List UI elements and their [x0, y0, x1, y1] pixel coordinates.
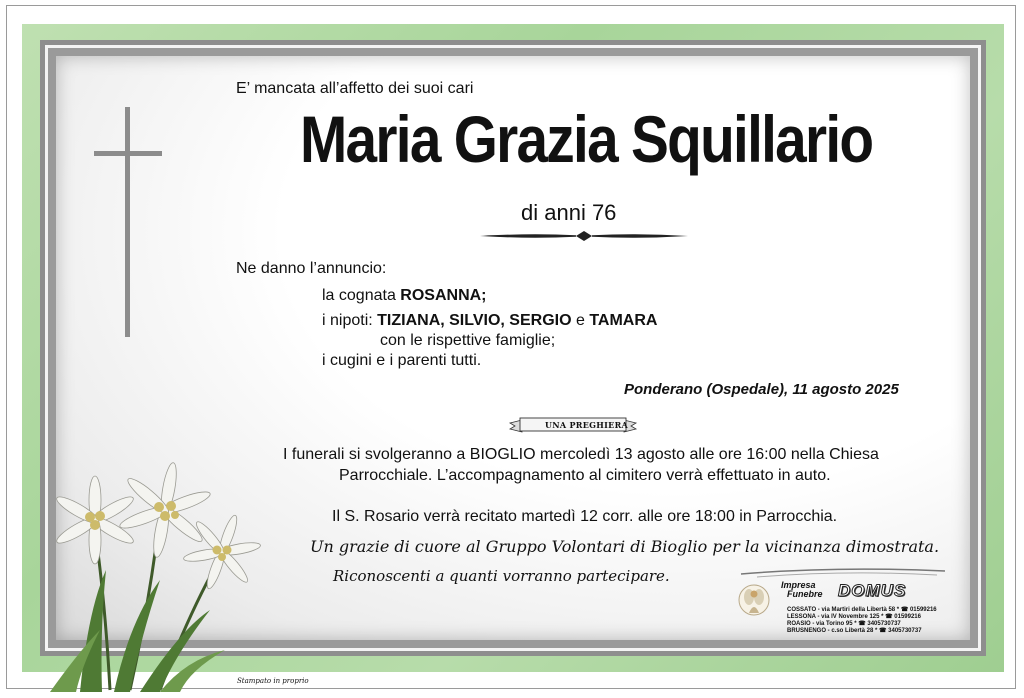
- funeral-home-label-line2: Funebre: [787, 589, 823, 600]
- family-relation: i nipoti:: [322, 312, 378, 329]
- gratitude-text: Riconoscenti a quanti vorranno partecipare.: [333, 567, 670, 585]
- family-conjunction: e: [571, 312, 590, 329]
- rosary-info: Il S. Rosario verrà recitato martedì 12 corr. alle ore 18:00 in Parrocchia.: [332, 508, 838, 525]
- family-name: ROSANNA;: [400, 287, 487, 304]
- deceased-age: di anni 76: [521, 200, 617, 225]
- logo-swoosh-icon: [737, 566, 947, 582]
- deceased-name: Maria Grazia Squillario: [300, 102, 873, 176]
- funeral-home-brand: DOMUS: [838, 581, 907, 600]
- family-line-nephews: [322, 312, 657, 330]
- family-relation: la cognata: [322, 287, 401, 304]
- announce-label: Ne danno l’annuncio:: [236, 260, 387, 277]
- edelweiss-flower-3: [183, 514, 262, 591]
- edelweiss-flowers-icon: [10, 460, 280, 692]
- funeral-home-address: ROASIO - via Torino 95 * ☎ 3405730737: [787, 621, 901, 627]
- family-line-sister-in-law: [322, 287, 487, 305]
- cross-icon: [125, 107, 130, 337]
- angel-flower-icon: [737, 583, 771, 617]
- family-line-relatives: i cugini e i parenti tutti.: [322, 352, 482, 369]
- funeral-home-label: [781, 581, 823, 600]
- family-line-families: con le rispettive famiglie;: [380, 332, 556, 349]
- funeral-home-address: LESSONA - via IV Novembre 125 * ☎ 01599216: [787, 614, 921, 620]
- funeral-home-label-line1: Impresa: [781, 580, 816, 590]
- place-date: Ponderano (Ospedale), 11 agosto 2025: [624, 381, 899, 398]
- prayer-link[interactable]: UNA PREGHIERA: [545, 420, 629, 430]
- ornamental-divider-icon: [478, 229, 690, 243]
- funeral-home-address: COSSATO - via Martiri della Libertà 58 * ☎ 01599216: [787, 607, 937, 613]
- intro-text: E’ mancata all’affetto dei suoi cari: [236, 80, 474, 97]
- edelweiss-flower-1: [54, 476, 136, 564]
- funeral-home-address: BRUSNENGO - c.so Libertà 28 * ☎ 3405730737: [787, 628, 922, 634]
- funeral-home-logo: [737, 566, 947, 636]
- thanks-text: Un grazie di cuore al Gruppo Volontari di Bioglio per la vicinanza dimostrata.: [310, 537, 940, 556]
- funeral-info-line1: I funerali si svolgeranno a BIOGLIO mercoledì 13 agosto alle ore 16:00 nella Chiesa: [283, 446, 879, 463]
- printed-note: Stampato in proprio: [237, 677, 309, 685]
- family-name: TAMARA: [589, 312, 658, 329]
- cross-icon-bar: [94, 151, 162, 156]
- funeral-info-line2: Parrocchiale. L’accompagnamento al cimitero verrà effettuato in auto.: [339, 467, 831, 484]
- edelweiss-flower-2: [118, 462, 212, 559]
- family-names: TIZIANA, SILVIO, SERGIO: [377, 312, 572, 329]
